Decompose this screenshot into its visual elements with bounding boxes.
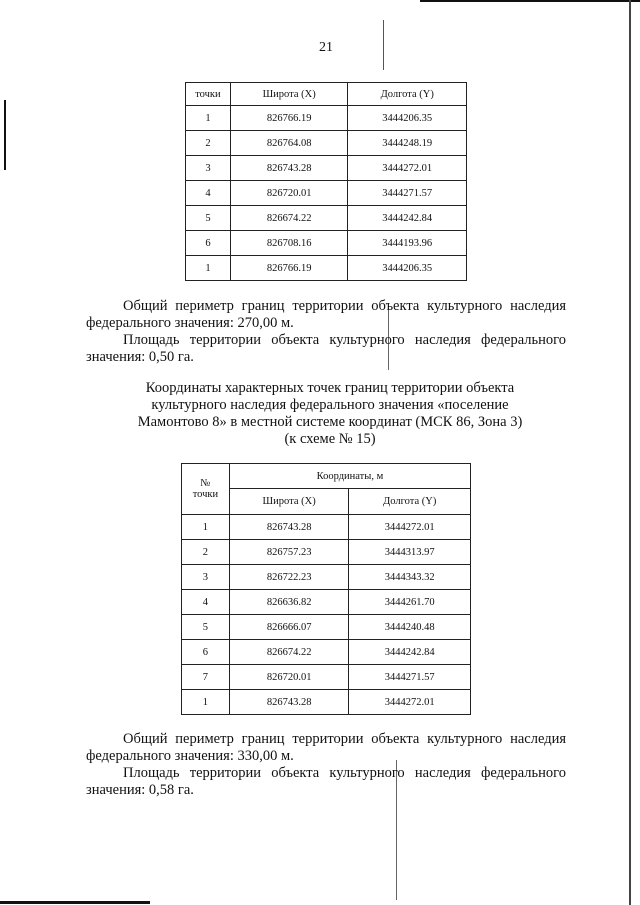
cell-latitude: 826666.07: [229, 615, 349, 640]
section-title-line: культурного наследия федерального значения «поселение: [151, 397, 509, 413]
cell-point: 4: [186, 181, 231, 206]
cell-point: 3: [186, 156, 231, 181]
table-row: [182, 565, 471, 590]
cell-latitude: 826766.19: [230, 106, 348, 131]
cell-longitude: 3444343.32: [349, 565, 471, 590]
cell-latitude: 826757.23: [229, 540, 349, 565]
area-text-2: Площадь территории объекта культурного наследия федерального значения: 0,58 га.: [86, 765, 566, 798]
cell-point: 4: [182, 590, 230, 615]
cell-longitude: 3444272.01: [348, 156, 467, 181]
cell-point: 1: [182, 690, 230, 715]
table-row: [186, 106, 467, 131]
column-header-longitude: Долгота (Y): [348, 83, 467, 106]
table-row: [186, 256, 467, 281]
cell-latitude: 826720.01: [229, 665, 349, 690]
table-row: [186, 181, 467, 206]
cell-point: 2: [186, 131, 231, 156]
cell-point: 1: [186, 256, 231, 281]
cell-longitude: 3444240.48: [349, 615, 471, 640]
section-title-line: Координаты характерных точек границ территории объекта: [145, 380, 515, 396]
cell-latitude: 826766.19: [230, 256, 348, 281]
cell-latitude: 826674.22: [230, 206, 348, 231]
table-header-row: [182, 464, 471, 489]
cell-longitude: 3444206.35: [348, 256, 467, 281]
table-row: [186, 206, 467, 231]
cell-latitude: 826743.28: [229, 515, 349, 540]
scan-edge-bottom: [0, 901, 150, 904]
cell-point: 2: [182, 540, 230, 565]
column-header-latitude: Широта (X): [229, 489, 349, 515]
table-row: [186, 231, 467, 256]
page-number: 21: [319, 40, 333, 55]
cell-latitude: 826743.28: [229, 690, 349, 715]
cell-point: 5: [186, 206, 231, 231]
cell-point: 5: [182, 615, 230, 640]
table-2-body: [182, 515, 471, 715]
section-title-line: Мамонтово 8» в местной системе координат (МСК 86, Зона 3): [137, 414, 523, 430]
cell-latitude: 826720.01: [230, 181, 348, 206]
column-header-longitude: Долгота (Y): [349, 489, 471, 515]
section-title: [100, 380, 560, 448]
coordinates-table-1: [185, 82, 467, 281]
cell-longitude: 3444272.01: [349, 515, 471, 540]
table-row: [182, 640, 471, 665]
cell-longitude: 3444271.57: [349, 665, 471, 690]
scan-edge-top-right: [420, 0, 640, 2]
cell-longitude: 3444272.01: [349, 690, 471, 715]
section-title-line: (к схеме № 15): [284, 431, 376, 447]
cell-latitude: 826674.22: [229, 640, 349, 665]
cell-point: 1: [182, 515, 230, 540]
cell-longitude: 3444242.84: [349, 640, 471, 665]
table-1-body: [186, 106, 467, 281]
cell-point: 1: [186, 106, 231, 131]
table-row: [182, 690, 471, 715]
table-row: [186, 156, 467, 181]
cell-latitude: 826743.28: [230, 156, 348, 181]
cell-longitude: 3444271.57: [348, 181, 467, 206]
table-row: [182, 615, 471, 640]
cell-longitude: 3444193.96: [348, 231, 467, 256]
perimeter-text-1: Общий периметр границ территории объекта культурного наследия федерального значения: 270,00 м.: [86, 298, 566, 331]
cell-latitude: 826636.82: [229, 590, 349, 615]
point-number-label: точки: [192, 489, 219, 500]
cell-longitude: 3444313.97: [349, 540, 471, 565]
cell-longitude: 3444248.19: [348, 131, 467, 156]
scan-edge-left: [4, 100, 6, 170]
table-row: [182, 590, 471, 615]
table-row: [182, 515, 471, 540]
cell-longitude: 3444242.84: [348, 206, 467, 231]
cell-latitude: 826708.16: [230, 231, 348, 256]
cell-point: 7: [182, 665, 230, 690]
column-header-point: точки: [186, 83, 231, 106]
point-number-symbol: №: [200, 478, 211, 489]
perimeter-text-2: Общий периметр границ территории объекта культурного наследия федерального значения: 330,00 м.: [86, 731, 566, 764]
table-row: [186, 131, 467, 156]
coordinates-table-2: [181, 463, 471, 715]
area-text-1: Площадь территории объекта культурного наследия федерального значения: 0,50 га.: [86, 332, 566, 365]
cell-latitude: 826722.23: [229, 565, 349, 590]
cell-longitude: 3444206.35: [348, 106, 467, 131]
table-header-row: [186, 83, 467, 106]
cell-longitude: 3444261.70: [349, 590, 471, 615]
column-header-point-number: [182, 464, 230, 515]
column-header-latitude: Широта (X): [230, 83, 348, 106]
table-row: [182, 540, 471, 565]
cell-point: 6: [182, 640, 230, 665]
column-group-header: Координаты, м: [229, 464, 470, 489]
scan-edge-right: [629, 0, 631, 905]
cell-point: 3: [182, 565, 230, 590]
cell-point: 6: [186, 231, 231, 256]
cell-latitude: 826764.08: [230, 131, 348, 156]
table-row: [182, 665, 471, 690]
